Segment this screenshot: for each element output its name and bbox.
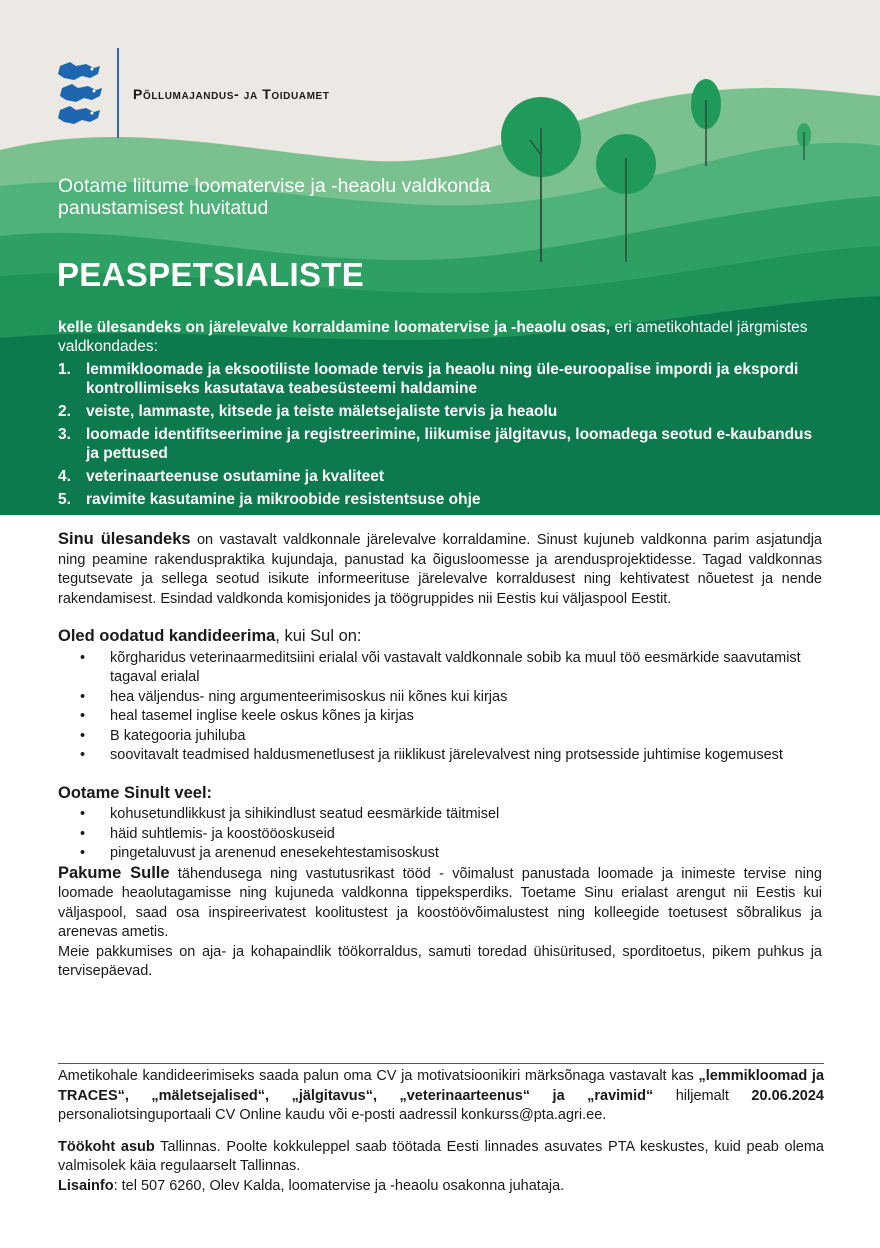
application-info xyxy=(58,1067,824,1196)
intro-rest: eri ametikohtadel järgmistes valdkondades: xyxy=(58,319,808,355)
apply-paragraph: Ametikohale kandideerimiseks saada palun oma CV ja motivatsioonikiri märksõnaga vastavalt kas „lemmikloomad ja TRACES“, „mäletsejalised“, „jälgitavus“, „veterinaarteenus“ ja „ravimid“ hiljemalt 20.06.2024 personaliotsinguportaali CV Online kaudu või e-posti aadressil konkurss@pta.agri.ee. xyxy=(58,1068,825,1123)
list-item: • kõrgharidus veterinaarmeditsiini erialal või vastavalt valdkonnale sobib ka muul töö eesmärkide saavutamist tagaval erialal xyxy=(80,649,801,685)
list-item: 5. ravimite kasutamine ja mikroobide resistentsuse ohje xyxy=(58,491,481,508)
logo-divider xyxy=(117,48,119,138)
bullet-icon: • xyxy=(80,825,86,842)
deadline: 20.06.2024 xyxy=(751,1087,824,1104)
list-item: • kohusetundlikkust ja sihikindlust seatud eesmärkide täitmisel xyxy=(58,805,822,825)
bullet-icon: • xyxy=(80,727,86,744)
hero-intro xyxy=(58,318,828,356)
apply-keywords: „lemmikloomad ja TRACES“, „mäletsejalised“, „jälgitavus“, „veterinaarteenus“ ja „ravimid“ xyxy=(58,1068,825,1104)
intro-bold: kelle ülesandeks on järelevalve korraldamine loomatervise ja -heaolu osas, xyxy=(58,319,611,336)
list-item: 1. lemmikloomade ja eksootiliste loomade tervis ja heaolu ning üle-euroopalise impordi ja ekspordi kontrollimiseks kasutatava teabesüsteemi haldamine xyxy=(58,361,799,397)
offer-paragraph: Pakume Sulle tähendusega ning vastutusrikast tööd - võimalust panustada loomade ja inimeste tervise ning loomade heaolutagamisse ning kujuneda valdkonna tippeksperdiks. Toetame Sinu erialast arengut nii Eestis kui väljaspool, saad osa inspireerivatest koolitustest ja koostöövõimalustest ning kolleegide toetusest sõbralikus ja arenevas ametis. xyxy=(58,863,822,940)
list-item: • häid suhtlemis- ja koostööoskuseid xyxy=(58,825,822,845)
list-item: • B kategooria juhiluba xyxy=(58,727,822,747)
areas-list xyxy=(58,360,828,513)
footer-divider xyxy=(58,1063,824,1064)
list-item: 3. loomade identifitseerimine ja registreerimine, liikumise jälgitavus, loomadega seotud e-kaubandus ja pettused xyxy=(58,426,813,462)
header-banner xyxy=(0,0,880,515)
offer-paragraph-2: Meie pakkumises on aja- ja kohapaindlik töökorraldus, samuti toredad ühisüritused, sporditoetus, pikem puhkus ja tervisepäevad. xyxy=(58,943,822,979)
bullet-icon: • xyxy=(80,806,86,822)
list-item: • heal tasemel inglise keele oskus kõnes ja kirjas xyxy=(58,707,822,727)
bullet-icon: • xyxy=(80,708,86,724)
bullet-icon: • xyxy=(80,688,86,705)
list-item: • soovitavalt teadmised haldusmenetlusest ja riiklikust järelevalvest ning protsesside juhtimise kogemusest xyxy=(58,746,822,766)
list-item: 4. veterinaarteenuse osutamine ja kvaliteet xyxy=(58,468,385,485)
coat-of-arms-logo-icon xyxy=(56,60,104,126)
hero-lead-text: Ootame liitume loomatervise ja -heaolu valdkonda panustamisest huvitatud xyxy=(58,175,491,219)
tasks-heading: Sinu ülesandeks xyxy=(58,530,191,548)
expectations-heading: Ootame Sinult veel: xyxy=(58,783,213,802)
main-content xyxy=(58,530,822,982)
job-title: PEASPETSIALISTE xyxy=(57,256,365,293)
list-item: • hea väljendus- ning argumenteerimisoskus nii kõnes kui kirjas xyxy=(58,688,822,708)
expectations-list xyxy=(58,805,822,864)
list-item: 2. veiste, lammaste, kitsede ja teiste mäletsejaliste tervis ja heaolu xyxy=(58,403,558,420)
bullet-icon: • xyxy=(80,845,86,861)
tasks-paragraph: Sinu ülesandeks on vastavalt valdkonnale järelevalve korraldamine. Sinust kujuneb valdkonna parim asjatundja ning peamine rakenduspraktika kujundaja, panustad ka õigusloomesse ja arendusprojektidesse. Tagad valdkonnas tegutsevate ja sellega seotud isikute informeerituse järelevalve korraldusest ning kehtivatest nõuetest ja nende rakendamisest. Esindad valdkonda komisjonides ja töögruppides nii Eestis kui väljaspool Eestit. xyxy=(58,530,822,607)
bullet-icon: • xyxy=(80,747,86,763)
bullet-icon: • xyxy=(80,649,86,666)
contact-paragraph: Lisainfo: tel 507 6260, Olev Kalda, loomatervise ja -heaolu osakonna juhataja. xyxy=(58,1177,565,1194)
requirements-heading: Oled oodatud kandideerima, kui Sul on: xyxy=(58,627,362,645)
list-item: • pingetaluvust ja arenenud enesekehtestamisoskust xyxy=(58,844,822,864)
requirements-list xyxy=(58,649,822,766)
agency-name: Põllumajandus- ja Toiduamet xyxy=(133,86,330,102)
location-paragraph: Töökoht asub Tallinnas. Poolte kokkuleppel saab töötada Eesti linnades asuvates PTA keskustes, kuid peab olema valmisolek käia regulaarselt Tallinnas. xyxy=(58,1138,824,1174)
offer-heading: Pakume Sulle xyxy=(58,863,170,882)
